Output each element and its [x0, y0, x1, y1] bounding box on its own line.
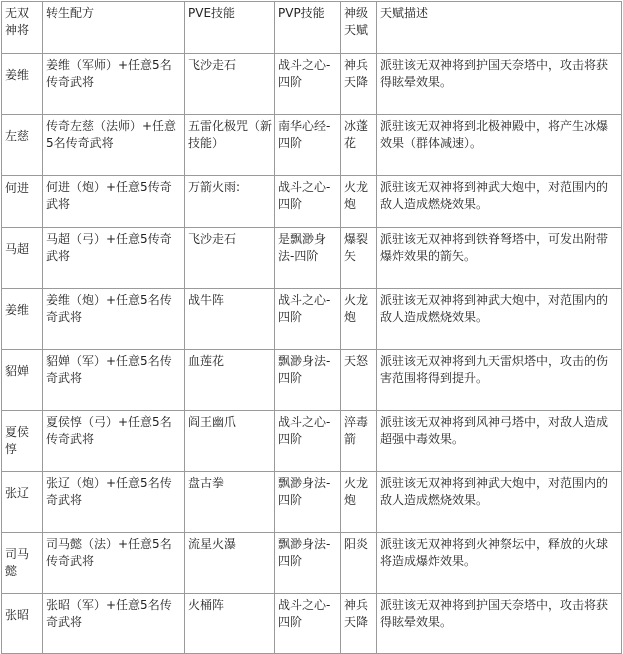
table-row [2, 54, 622, 115]
general-name: 张昭 [2, 594, 43, 654]
table-row [2, 176, 622, 228]
recipe-cell: 司马懿（法）+任意5名传奇武将 [43, 533, 185, 594]
talent-desc-cell: 派驻该无双神将到神武大炮中，对范围内的敌人造成燃烧效果。 [377, 289, 622, 350]
talent-cell: 天怒 [341, 350, 377, 411]
pvp-skill-cell: 南华心经-四阶 [275, 115, 341, 176]
pvp-skill-cell: 战斗之心-四阶 [275, 54, 341, 115]
pve-skill-cell: 飞沙走石 [185, 54, 275, 115]
table-row [2, 472, 622, 533]
table-row [2, 533, 622, 594]
page [0, 1, 623, 629]
pvp-skill-cell: 飘渺身法-四阶 [275, 350, 341, 411]
talent-cell: 火龙炮 [341, 472, 377, 533]
pvp-skill-cell: 战斗之心-四阶 [275, 176, 341, 228]
talent-cell: 神兵天降 [341, 594, 377, 654]
pve-skill-cell: 飞沙走石 [185, 228, 275, 289]
talent-desc-cell: 派驻该无双神将到护国天奈塔中，攻击将获得眩晕效果。 [377, 54, 622, 115]
pve-skill-cell: 流星火瀑 [185, 533, 275, 594]
talent-desc-cell: 派驻该无双神将到护国天奈塔中，攻击将获得眩晕效果。 [377, 594, 622, 654]
header-talent: 神级天赋 [341, 2, 377, 54]
recipe-cell: 姜维（军师）+任意5名传奇武将 [43, 54, 185, 115]
header-pve-skill: PVE技能 [185, 2, 275, 54]
recipe-cell: 夏侯惇（弓）+任意5名传奇武将 [43, 411, 185, 472]
pvp-skill-cell: 是飘渺身法-四阶 [275, 228, 341, 289]
pve-skill-cell: 血莲花 [185, 350, 275, 411]
recipe-cell: 张辽（炮）+任意5名传奇武将 [43, 472, 185, 533]
table-row [2, 411, 622, 472]
talent-desc-cell: 派驻该无双神将到北极神殿中，将产生冰爆效果（群体减速）。 [377, 115, 622, 176]
talent-cell: 火龙炮 [341, 289, 377, 350]
talent-desc-cell: 派驻该无双神将到神武大炮中，对范围内的敌人造成燃烧效果。 [377, 176, 622, 228]
recipe-cell: 何进（炮）+任意5传奇武将 [43, 176, 185, 228]
table-row [2, 115, 622, 176]
general-name: 司马懿 [2, 533, 43, 594]
general-name: 姜维 [2, 289, 43, 350]
talent-table [1, 1, 622, 654]
general-name: 姜维 [2, 54, 43, 115]
talent-desc-cell: 派驻该无双神将到铁脊弩塔中，可发出附带爆炸效果的箭矢。 [377, 228, 622, 289]
talent-cell: 阳炎 [341, 533, 377, 594]
table-row [2, 289, 622, 350]
general-name: 夏侯惇 [2, 411, 43, 472]
pve-skill-cell: 火桶阵 [185, 594, 275, 654]
talent-desc-cell: 派驻该无双神将到风神弓塔中，对敌人造成超强中毒效果。 [377, 411, 622, 472]
general-name: 马超 [2, 228, 43, 289]
pve-skill-cell: 阎王幽爪 [185, 411, 275, 472]
pvp-skill-cell: 战斗之心-四阶 [275, 594, 341, 654]
recipe-cell: 张昭（军）+任意5名传奇武将 [43, 594, 185, 654]
general-name: 张辽 [2, 472, 43, 533]
talent-cell: 火龙炮 [341, 176, 377, 228]
talent-cell: 爆裂矢 [341, 228, 377, 289]
talent-desc-cell: 派驻该无双神将到火神祭坛中，释放的火球将造成爆炸效果。 [377, 533, 622, 594]
pve-skill-cell: 战牛阵 [185, 289, 275, 350]
general-name: 何进 [2, 176, 43, 228]
pvp-skill-cell: 战斗之心-四阶 [275, 289, 341, 350]
talent-desc-cell: 派驻该无双神将到九天雷炽塔中，攻击的伤害范围将得到提升。 [377, 350, 622, 411]
pve-skill-cell: 万箭火雨: [185, 176, 275, 228]
table-row [2, 350, 622, 411]
pve-skill-cell: 五雷化极咒（新技能） [185, 115, 275, 176]
general-name: 左慈 [2, 115, 43, 176]
table-header-row [2, 2, 622, 54]
recipe-cell: 貂婵（军）+任意5名传奇武将 [43, 350, 185, 411]
recipe-cell: 传奇左慈（法师）+任意5名传奇武将 [43, 115, 185, 176]
pvp-skill-cell: 飘渺身法-四阶 [275, 472, 341, 533]
recipe-cell: 姜维（炮）+任意5名传奇武将 [43, 289, 185, 350]
talent-cell: 淬毒箭 [341, 411, 377, 472]
recipe-cell: 马超（弓）+任意5传奇武将 [43, 228, 185, 289]
table-row [2, 228, 622, 289]
general-name: 貂婵 [2, 350, 43, 411]
header-talent-desc: 天赋描述 [377, 2, 622, 54]
pvp-skill-cell: 飘渺身法-四阶 [275, 533, 341, 594]
pve-skill-cell: 盘古拳 [185, 472, 275, 533]
talent-cell: 神兵天降 [341, 54, 377, 115]
pvp-skill-cell: 战斗之心-四阶 [275, 411, 341, 472]
header-pvp-skill: PVP技能 [275, 2, 341, 54]
header-general: 无双神将 [2, 2, 43, 54]
header-recipe: 转生配方 [43, 2, 185, 54]
table-row [2, 594, 622, 654]
talent-cell: 冰蓬花 [341, 115, 377, 176]
talent-desc-cell: 派驻该无双神将到神武大炮中，对范围内的敌人造成燃烧效果。 [377, 472, 622, 533]
